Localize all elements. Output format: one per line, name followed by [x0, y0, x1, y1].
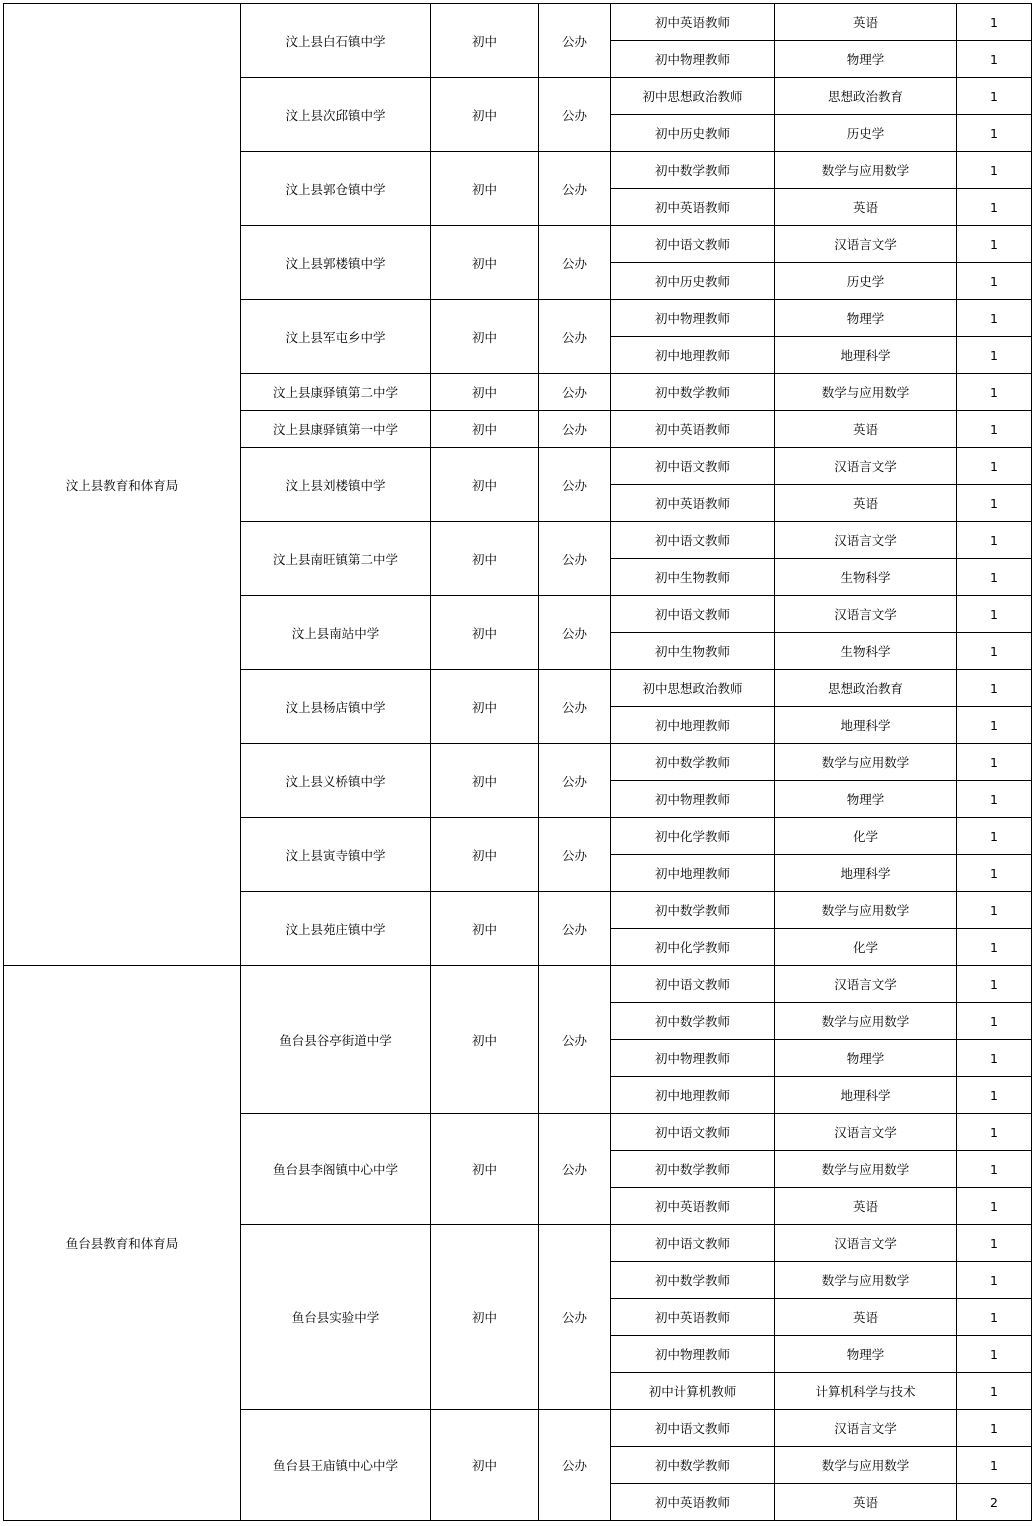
position-cell: 初中数学教师 [611, 892, 775, 929]
position-cell: 初中思想政治教师 [611, 78, 775, 115]
school-name-cell: 汶上县白石镇中学 [241, 4, 431, 78]
major-cell: 物理学 [775, 781, 957, 818]
count-cell: 1 [957, 152, 1032, 189]
position-cell: 初中数学教师 [611, 1151, 775, 1188]
position-cell: 初中地理教师 [611, 337, 775, 374]
major-cell: 生物科学 [775, 633, 957, 670]
major-cell: 汉语言文学 [775, 1114, 957, 1151]
major-cell: 英语 [775, 411, 957, 448]
major-cell: 生物科学 [775, 559, 957, 596]
major-cell: 历史学 [775, 115, 957, 152]
major-cell: 汉语言文学 [775, 1225, 957, 1262]
count-cell: 1 [957, 707, 1032, 744]
position-cell: 初中数学教师 [611, 1003, 775, 1040]
school-name-cell: 汶上县郭楼镇中学 [241, 226, 431, 300]
school-level-cell: 初中 [431, 1410, 539, 1521]
count-cell: 1 [957, 337, 1032, 374]
recruitment-table [3, 3, 1032, 1521]
count-cell: 1 [957, 781, 1032, 818]
count-cell: 1 [957, 1410, 1032, 1447]
count-cell: 1 [957, 263, 1032, 300]
school-type-cell: 公办 [539, 1225, 611, 1410]
count-cell: 1 [957, 115, 1032, 152]
major-cell: 汉语言文学 [775, 226, 957, 263]
authority-cell: 鱼台县教育和体育局 [4, 966, 241, 1521]
count-cell: 1 [957, 300, 1032, 337]
major-cell: 物理学 [775, 1336, 957, 1373]
table-row [4, 966, 1032, 1003]
position-cell: 初中语文教师 [611, 966, 775, 1003]
count-cell: 1 [957, 1373, 1032, 1410]
count-cell: 1 [957, 1336, 1032, 1373]
major-cell: 数学与应用数学 [775, 374, 957, 411]
school-name-cell: 汶上县康驿镇第二中学 [241, 374, 431, 411]
school-level-cell: 初中 [431, 892, 539, 966]
school-level-cell: 初中 [431, 744, 539, 818]
position-cell: 初中物理教师 [611, 300, 775, 337]
position-cell: 初中地理教师 [611, 855, 775, 892]
major-cell: 化学 [775, 818, 957, 855]
count-cell: 1 [957, 1077, 1032, 1114]
count-cell: 1 [957, 559, 1032, 596]
school-level-cell: 初中 [431, 226, 539, 300]
major-cell: 物理学 [775, 41, 957, 78]
major-cell: 英语 [775, 4, 957, 41]
position-cell: 初中英语教师 [611, 1188, 775, 1225]
table-row [4, 4, 1032, 41]
count-cell: 1 [957, 670, 1032, 707]
major-cell: 汉语言文学 [775, 448, 957, 485]
count-cell: 1 [957, 4, 1032, 41]
position-cell: 初中语文教师 [611, 596, 775, 633]
major-cell: 地理科学 [775, 855, 957, 892]
count-cell: 1 [957, 1040, 1032, 1077]
table-body [4, 4, 1032, 1521]
position-cell: 初中思想政治教师 [611, 670, 775, 707]
school-type-cell: 公办 [539, 4, 611, 78]
school-name-cell: 鱼台县王庙镇中心中学 [241, 1410, 431, 1521]
position-cell: 初中英语教师 [611, 1484, 775, 1521]
major-cell: 数学与应用数学 [775, 1262, 957, 1299]
major-cell: 英语 [775, 189, 957, 226]
count-cell: 1 [957, 448, 1032, 485]
school-type-cell: 公办 [539, 1410, 611, 1521]
position-cell: 初中语文教师 [611, 226, 775, 263]
school-type-cell: 公办 [539, 1114, 611, 1225]
count-cell: 1 [957, 411, 1032, 448]
school-name-cell: 汶上县康驿镇第一中学 [241, 411, 431, 448]
school-name-cell: 汶上县杨店镇中学 [241, 670, 431, 744]
position-cell: 初中地理教师 [611, 1077, 775, 1114]
count-cell: 1 [957, 929, 1032, 966]
count-cell: 1 [957, 1151, 1032, 1188]
school-type-cell: 公办 [539, 78, 611, 152]
school-type-cell: 公办 [539, 522, 611, 596]
count-cell: 2 [957, 1484, 1032, 1521]
count-cell: 1 [957, 1447, 1032, 1484]
position-cell: 初中化学教师 [611, 929, 775, 966]
position-cell: 初中语文教师 [611, 1225, 775, 1262]
school-level-cell: 初中 [431, 1114, 539, 1225]
position-cell: 初中数学教师 [611, 152, 775, 189]
major-cell: 数学与应用数学 [775, 744, 957, 781]
school-level-cell: 初中 [431, 4, 539, 78]
position-cell: 初中英语教师 [611, 411, 775, 448]
count-cell: 1 [957, 855, 1032, 892]
school-level-cell: 初中 [431, 966, 539, 1114]
major-cell: 思想政治教育 [775, 670, 957, 707]
major-cell: 数学与应用数学 [775, 892, 957, 929]
school-name-cell: 汶上县苑庄镇中学 [241, 892, 431, 966]
school-name-cell: 汶上县南旺镇第二中学 [241, 522, 431, 596]
school-name-cell: 汶上县义桥镇中学 [241, 744, 431, 818]
school-name-cell: 鱼台县实验中学 [241, 1225, 431, 1410]
school-level-cell: 初中 [431, 522, 539, 596]
position-cell: 初中生物教师 [611, 633, 775, 670]
count-cell: 1 [957, 485, 1032, 522]
position-cell: 初中物理教师 [611, 41, 775, 78]
school-type-cell: 公办 [539, 744, 611, 818]
major-cell: 数学与应用数学 [775, 1003, 957, 1040]
major-cell: 汉语言文学 [775, 596, 957, 633]
school-type-cell: 公办 [539, 300, 611, 374]
school-name-cell: 汶上县次邱镇中学 [241, 78, 431, 152]
position-cell: 初中数学教师 [611, 1447, 775, 1484]
school-name-cell: 汶上县军屯乡中学 [241, 300, 431, 374]
major-cell: 汉语言文学 [775, 1410, 957, 1447]
school-level-cell: 初中 [431, 818, 539, 892]
school-name-cell: 汶上县刘楼镇中学 [241, 448, 431, 522]
count-cell: 1 [957, 522, 1032, 559]
count-cell: 1 [957, 1299, 1032, 1336]
major-cell: 英语 [775, 1484, 957, 1521]
school-type-cell: 公办 [539, 226, 611, 300]
major-cell: 物理学 [775, 1040, 957, 1077]
major-cell: 地理科学 [775, 337, 957, 374]
position-cell: 初中英语教师 [611, 1299, 775, 1336]
position-cell: 初中计算机教师 [611, 1373, 775, 1410]
school-level-cell: 初中 [431, 411, 539, 448]
major-cell: 历史学 [775, 263, 957, 300]
position-cell: 初中语文教师 [611, 448, 775, 485]
position-cell: 初中地理教师 [611, 707, 775, 744]
school-name-cell: 汶上县南站中学 [241, 596, 431, 670]
major-cell: 英语 [775, 1299, 957, 1336]
position-cell: 初中历史教师 [611, 263, 775, 300]
major-cell: 数学与应用数学 [775, 1151, 957, 1188]
school-name-cell: 鱼台县谷亭街道中学 [241, 966, 431, 1114]
position-cell: 初中生物教师 [611, 559, 775, 596]
school-level-cell: 初中 [431, 596, 539, 670]
school-type-cell: 公办 [539, 670, 611, 744]
school-level-cell: 初中 [431, 152, 539, 226]
count-cell: 1 [957, 744, 1032, 781]
school-level-cell: 初中 [431, 78, 539, 152]
school-type-cell: 公办 [539, 411, 611, 448]
school-type-cell: 公办 [539, 152, 611, 226]
school-type-cell: 公办 [539, 374, 611, 411]
position-cell: 初中历史教师 [611, 115, 775, 152]
school-level-cell: 初中 [431, 448, 539, 522]
major-cell: 英语 [775, 485, 957, 522]
position-cell: 初中英语教师 [611, 189, 775, 226]
position-cell: 初中数学教师 [611, 374, 775, 411]
major-cell: 化学 [775, 929, 957, 966]
count-cell: 1 [957, 1188, 1032, 1225]
position-cell: 初中英语教师 [611, 4, 775, 41]
major-cell: 物理学 [775, 300, 957, 337]
major-cell: 地理科学 [775, 1077, 957, 1114]
count-cell: 1 [957, 1225, 1032, 1262]
major-cell: 地理科学 [775, 707, 957, 744]
position-cell: 初中数学教师 [611, 1262, 775, 1299]
school-name-cell: 汶上县寅寺镇中学 [241, 818, 431, 892]
major-cell: 计算机科学与技术 [775, 1373, 957, 1410]
authority-cell: 汶上县教育和体育局 [4, 4, 241, 966]
count-cell: 1 [957, 633, 1032, 670]
school-type-cell: 公办 [539, 818, 611, 892]
count-cell: 1 [957, 1262, 1032, 1299]
school-level-cell: 初中 [431, 300, 539, 374]
position-cell: 初中物理教师 [611, 1040, 775, 1077]
school-level-cell: 初中 [431, 670, 539, 744]
count-cell: 1 [957, 966, 1032, 1003]
position-cell: 初中语文教师 [611, 1410, 775, 1447]
count-cell: 1 [957, 78, 1032, 115]
school-level-cell: 初中 [431, 374, 539, 411]
school-level-cell: 初中 [431, 1225, 539, 1410]
count-cell: 1 [957, 1003, 1032, 1040]
school-name-cell: 汶上县郭仓镇中学 [241, 152, 431, 226]
count-cell: 1 [957, 374, 1032, 411]
major-cell: 英语 [775, 1188, 957, 1225]
major-cell: 数学与应用数学 [775, 1447, 957, 1484]
position-cell: 初中语文教师 [611, 522, 775, 559]
count-cell: 1 [957, 226, 1032, 263]
count-cell: 1 [957, 41, 1032, 78]
school-type-cell: 公办 [539, 448, 611, 522]
school-type-cell: 公办 [539, 596, 611, 670]
position-cell: 初中数学教师 [611, 744, 775, 781]
position-cell: 初中语文教师 [611, 1114, 775, 1151]
major-cell: 数学与应用数学 [775, 152, 957, 189]
count-cell: 1 [957, 818, 1032, 855]
major-cell: 汉语言文学 [775, 522, 957, 559]
school-type-cell: 公办 [539, 966, 611, 1114]
major-cell: 汉语言文学 [775, 966, 957, 1003]
count-cell: 1 [957, 892, 1032, 929]
count-cell: 1 [957, 1114, 1032, 1151]
count-cell: 1 [957, 596, 1032, 633]
school-type-cell: 公办 [539, 892, 611, 966]
count-cell: 1 [957, 189, 1032, 226]
position-cell: 初中英语教师 [611, 485, 775, 522]
position-cell: 初中物理教师 [611, 1336, 775, 1373]
school-name-cell: 鱼台县李阁镇中心中学 [241, 1114, 431, 1225]
major-cell: 思想政治教育 [775, 78, 957, 115]
position-cell: 初中物理教师 [611, 781, 775, 818]
position-cell: 初中化学教师 [611, 818, 775, 855]
